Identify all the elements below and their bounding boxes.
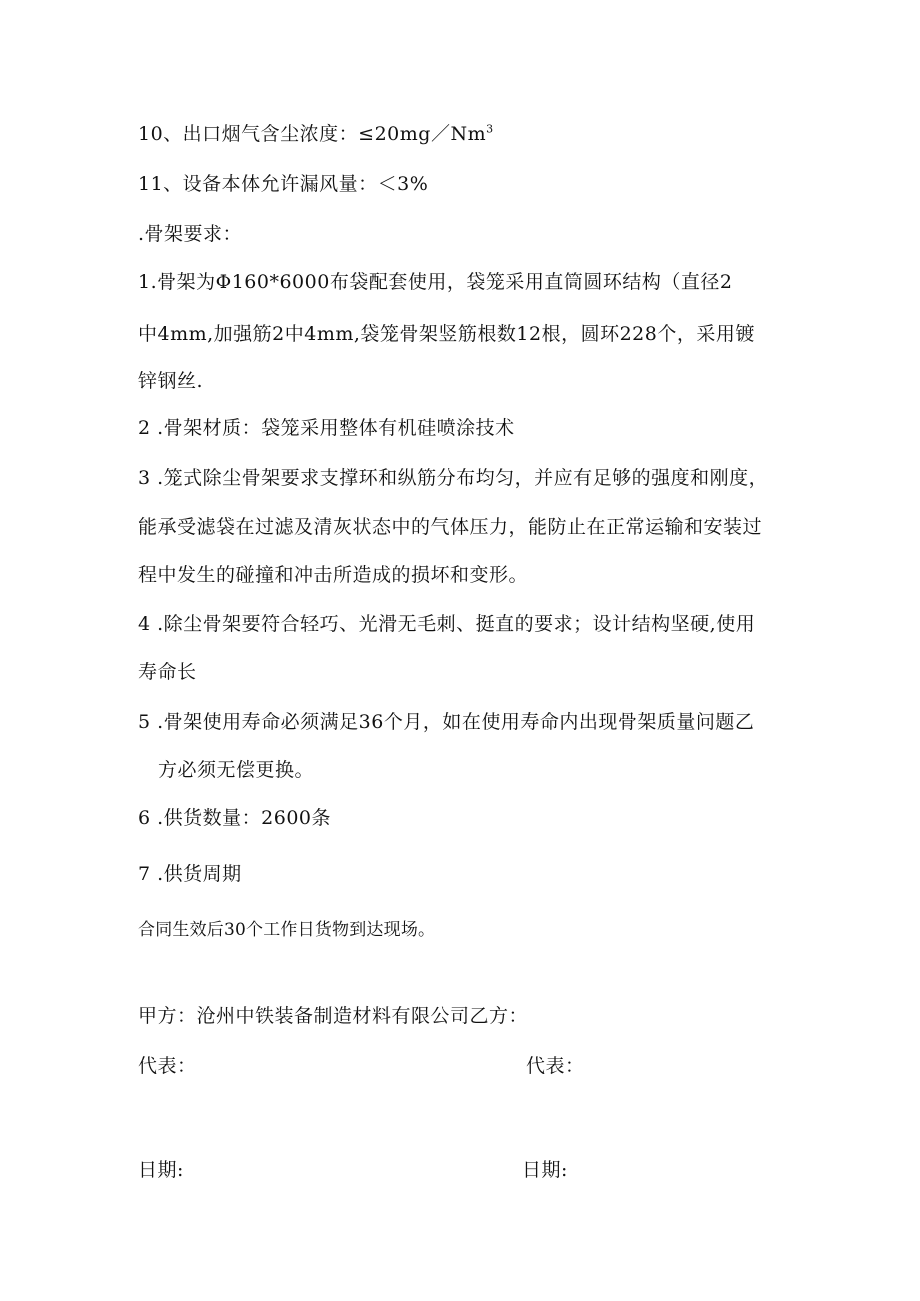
item-4-line-2: 寿命长 bbox=[138, 661, 197, 683]
item-3-line-2: 能承受滤袋在过滤及清灰状态中的气体压力，能防止在正常运输和安装过 bbox=[138, 516, 763, 538]
air-leakage-line: 11、设备本体允许漏风量：＜3% bbox=[138, 173, 429, 195]
item-4-line-1: 4 .除尘骨架要符合轻巧、光滑无毛刺、挺直的要求；设计结构坚硬,使用 bbox=[138, 613, 756, 635]
item-6: 6 .供货数量：2600条 bbox=[138, 807, 332, 829]
representative-right: 代表： bbox=[526, 1055, 585, 1077]
item-1-line-2: 中4mm,加强筋2中4mm,袋笼骨架竖筋根数12根，圆环228个，采用镀 bbox=[138, 323, 755, 345]
item-2: 2 .骨架材质：袋笼采用整体有机硅喷涂技术 bbox=[138, 417, 515, 439]
party-line: 甲方：沧州中铁装备制造材料有限公司乙方： bbox=[138, 1005, 529, 1027]
item-7: 7 .供货周期 bbox=[138, 863, 242, 885]
item-5-line-1: 5 .骨架使用寿命必须满足36个月，如在使用寿命内出现骨架质量问题乙 bbox=[138, 711, 755, 733]
item-5-line-2: 方必须无偿更换。 bbox=[158, 759, 315, 781]
item-1-line-1: 1.骨架为Φ160*6000布袋配套使用，袋笼采用直筒圆环结构（直径2 bbox=[138, 271, 733, 293]
delivery-note: 合同生效后30个工作日货物到达现场。 bbox=[138, 920, 436, 940]
item-3-line-1: 3 .笼式除尘骨架要求支撑环和纵筋分布均匀，并应有足够的强度和刚度， bbox=[138, 467, 769, 489]
date-left: 日期: bbox=[138, 1159, 184, 1181]
item-1-line-3: 锌钢丝. bbox=[138, 370, 204, 392]
dust-concentration-line bbox=[138, 122, 494, 146]
dust-concentration-text: 10、出口烟气含尘浓度：≤20mg／Nm bbox=[138, 123, 487, 145]
skeleton-heading: .骨架要求： bbox=[138, 223, 243, 245]
item-3-line-3: 程中发生的碰撞和冲击所造成的损坏和变形。 bbox=[138, 564, 529, 586]
representative-left: 代表： bbox=[138, 1055, 197, 1077]
unit-superscript: 3 bbox=[486, 122, 494, 136]
date-right: 日期: bbox=[522, 1159, 568, 1181]
